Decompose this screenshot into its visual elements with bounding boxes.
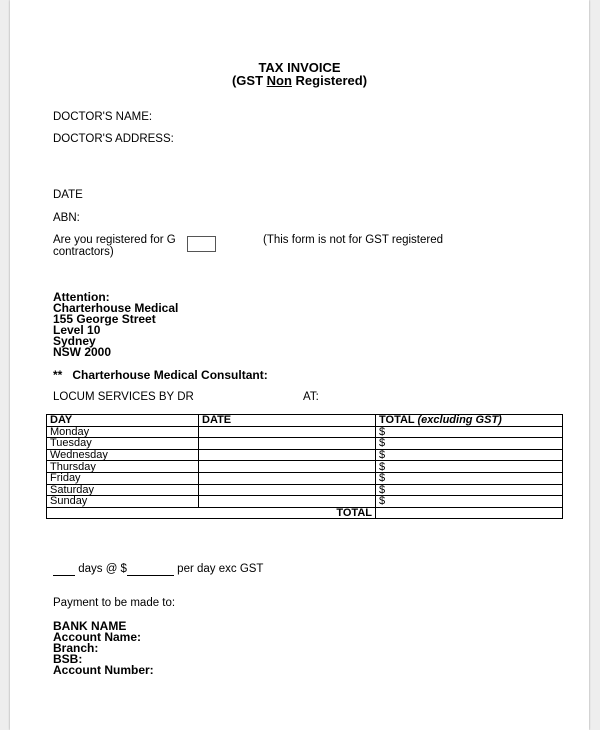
- date-cell[interactable]: [199, 426, 376, 438]
- branch-label: Branch:: [53, 641, 99, 655]
- day-cell: Wednesday: [47, 449, 199, 461]
- table-total-row: [47, 507, 563, 519]
- header-date: DATE: [199, 415, 376, 427]
- bank-name-label: BANK NAME: [53, 619, 127, 633]
- amount-cell[interactable]: $: [376, 449, 563, 461]
- header-total-italic: (excluding GST): [417, 414, 502, 427]
- table-row: [47, 426, 563, 438]
- bsb-label: BSB:: [53, 652, 83, 666]
- date-cell[interactable]: [199, 449, 376, 461]
- at-label: AT:: [303, 391, 319, 403]
- gst-question-line1: Are you registered for G: [53, 234, 176, 246]
- subtitle-suffix: Registered): [291, 73, 368, 88]
- date-cell[interactable]: [199, 472, 376, 484]
- amount-cell[interactable]: $: [376, 461, 563, 473]
- day-cell: Thursday: [47, 461, 199, 473]
- attention-line: Charterhouse Medical: [53, 301, 179, 315]
- gst-registered-checkbox[interactable]: [187, 236, 216, 252]
- document-page: [10, 0, 589, 730]
- amount-cell[interactable]: $: [376, 496, 563, 508]
- date-cell[interactable]: [199, 461, 376, 473]
- table-row: [47, 461, 563, 473]
- day-cell: Tuesday: [47, 438, 199, 450]
- abn-label: ABN:: [53, 212, 80, 224]
- day-cell: Friday: [47, 472, 199, 484]
- amount-cell[interactable]: $: [376, 426, 563, 438]
- table-row: [47, 438, 563, 450]
- attention-line: Sydney: [53, 334, 96, 348]
- date-label: DATE: [53, 189, 83, 201]
- day-cell: Sunday: [47, 496, 199, 508]
- amount-cell[interactable]: $: [376, 472, 563, 484]
- date-cell[interactable]: [199, 438, 376, 450]
- services-table: [46, 414, 563, 519]
- table-row: [47, 449, 563, 461]
- table-row: [47, 496, 563, 508]
- account-number-label: Account Number:: [53, 663, 154, 677]
- subtitle-underlined: Non: [266, 73, 292, 88]
- amount-cell[interactable]: $: [376, 484, 563, 496]
- day-cell: Monday: [47, 426, 199, 438]
- invoice-title: TAX INVOICE: [258, 60, 341, 75]
- locum-services-label: LOCUM SERVICES BY DR: [53, 391, 194, 403]
- per-day-label: per day exc GST: [177, 563, 264, 575]
- attention-label: Attention:: [53, 290, 110, 304]
- total-label: TOTAL: [47, 507, 376, 519]
- consultant-label: ** Charterhouse Medical Consultant:: [53, 368, 268, 382]
- doctor-name-label: DOCTOR'S NAME:: [53, 111, 153, 123]
- date-cell[interactable]: [199, 484, 376, 496]
- account-name-label: Account Name:: [53, 630, 142, 644]
- table-header-row: [47, 415, 563, 427]
- header-day: DAY: [47, 415, 199, 427]
- subtitle-prefix: (GST: [231, 73, 267, 88]
- doctor-address-label: DOCTOR'S ADDRESS:: [53, 133, 174, 145]
- gst-note: (This form is not for GST registered: [263, 234, 444, 246]
- attention-line: NSW 2000: [53, 345, 112, 359]
- rate-blank[interactable]: [127, 563, 174, 576]
- attention-line: Level 10: [53, 323, 101, 337]
- table-row: [47, 472, 563, 484]
- table-row: [47, 484, 563, 496]
- invoice-subtitle: [10, 73, 589, 88]
- days-suffix: days @ $: [78, 563, 127, 575]
- date-cell[interactable]: [199, 496, 376, 508]
- days-calculation: [53, 563, 263, 576]
- payment-intro: Payment to be made to:: [53, 597, 176, 609]
- gst-question-line2: contractors): [53, 246, 114, 258]
- total-value-cell[interactable]: [376, 507, 563, 519]
- header-total-prefix: TOTAL: [379, 414, 418, 427]
- amount-cell[interactable]: $: [376, 438, 563, 450]
- day-cell: Saturday: [47, 484, 199, 496]
- header-total: [376, 415, 563, 427]
- days-blank[interactable]: [53, 563, 75, 576]
- attention-line: 155 George Street: [53, 312, 156, 326]
